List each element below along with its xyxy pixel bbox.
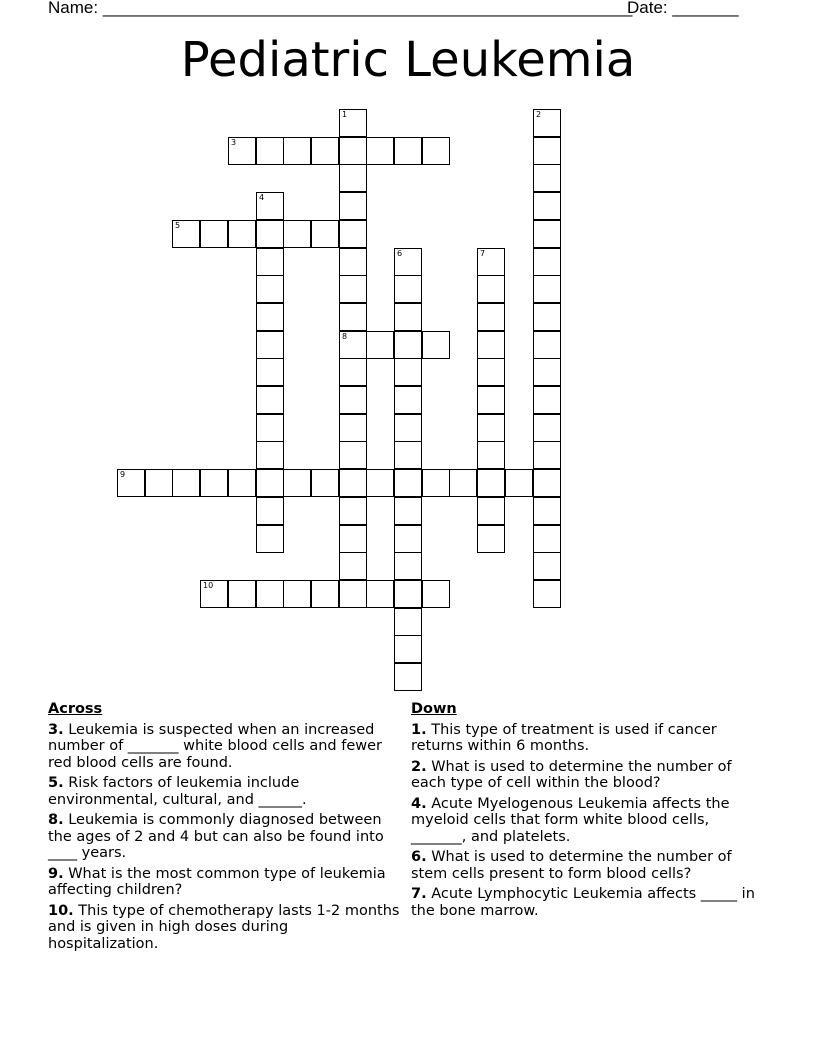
crossword-cell[interactable] <box>533 192 561 220</box>
crossword-cell[interactable] <box>256 469 284 497</box>
clue-item <box>48 722 403 772</box>
crossword-cell[interactable] <box>145 469 173 497</box>
crossword-cell[interactable] <box>533 552 561 580</box>
clue-text: What is the most common type of leukemia affecting children? <box>48 865 386 898</box>
clue-text: Leukemia is commonly diagnosed between the ages of 2 and 4 but can also be found into ____ years. <box>48 812 384 861</box>
crossword-cell[interactable] <box>533 469 561 497</box>
crossword-cell[interactable] <box>256 386 284 414</box>
clue-text: Leukemia is suspected when an increased number of _______ white blood cells and fewer red blood cells are found. <box>48 721 382 771</box>
crossword-cell[interactable] <box>339 441 367 469</box>
clue-number-label: 4 <box>259 193 265 202</box>
clue-number: 3. <box>48 721 64 738</box>
clue-item <box>48 903 403 953</box>
page-title: Pediatric Leukemia <box>180 32 636 88</box>
crossword-cell[interactable] <box>366 580 394 608</box>
crossword-cell[interactable] <box>339 164 367 192</box>
crossword-cell[interactable] <box>533 358 561 386</box>
date-blank[interactable]: _______ <box>672 0 739 17</box>
clue-number: 2. <box>411 758 427 775</box>
clue-text: This type of treatment is used if cancer returns within 6 months. <box>411 721 717 754</box>
crossword-cell[interactable] <box>477 414 505 442</box>
crossword-cell[interactable] <box>339 358 367 386</box>
crossword-cell[interactable] <box>256 275 284 303</box>
clue-number-label: 9 <box>120 470 126 479</box>
clue-number-label: 2 <box>536 110 542 119</box>
crossword-cell[interactable] <box>256 441 284 469</box>
crossword-cell[interactable] <box>533 386 561 414</box>
crossword-cell[interactable] <box>339 137 367 165</box>
clue-item <box>411 796 761 846</box>
crossword-cell[interactable] <box>394 552 422 580</box>
crossword-cell[interactable] <box>283 469 311 497</box>
down-clues <box>411 701 761 923</box>
crossword-cell[interactable] <box>366 331 394 359</box>
clue-text: What is used to determine the number of stem cells present to form blood cells? <box>411 849 732 882</box>
crossword-cell[interactable] <box>477 469 505 497</box>
crossword-cell[interactable] <box>394 497 422 525</box>
crossword-cell[interactable] <box>339 303 367 331</box>
crossword-cell[interactable] <box>394 608 422 636</box>
crossword-cell[interactable] <box>394 469 422 497</box>
name-label: Name: <box>48 0 99 17</box>
crossword-cell[interactable] <box>228 580 256 608</box>
crossword-cell[interactable] <box>256 248 284 276</box>
crossword-cell[interactable] <box>533 580 561 608</box>
clue-number-label: 10 <box>203 581 214 590</box>
clue-item <box>48 775 403 808</box>
crossword-cell[interactable] <box>117 469 145 497</box>
crossword-cell[interactable] <box>339 552 367 580</box>
crossword-cell[interactable] <box>477 386 505 414</box>
crossword-cell[interactable] <box>533 414 561 442</box>
crossword-cell[interactable] <box>422 469 450 497</box>
clue-number-label: 6 <box>397 249 403 258</box>
across-heading: Across <box>48 701 103 717</box>
clue-number: 4. <box>411 795 427 812</box>
crossword-cell[interactable] <box>422 580 450 608</box>
crossword-cell[interactable] <box>477 248 505 276</box>
crossword-cell[interactable] <box>533 275 561 303</box>
crossword-cell[interactable] <box>256 580 284 608</box>
crossword-cell[interactable] <box>394 663 422 691</box>
clue-number: 8. <box>48 812 64 828</box>
crossword-cell[interactable] <box>339 525 367 553</box>
crossword-cell[interactable] <box>256 303 284 331</box>
crossword-cell[interactable] <box>228 469 256 497</box>
crossword-cell[interactable] <box>533 137 561 165</box>
crossword-cell[interactable] <box>172 220 200 248</box>
crossword-cell[interactable] <box>283 220 311 248</box>
crossword-cell[interactable] <box>533 331 561 359</box>
crossword-cell[interactable] <box>339 386 367 414</box>
crossword-cell[interactable] <box>477 441 505 469</box>
crossword-cell[interactable] <box>477 303 505 331</box>
crossword-cell[interactable] <box>366 137 394 165</box>
clue-text: Risk factors of leukemia include environmental, cultural, and ______. <box>48 775 307 808</box>
crossword-cell[interactable] <box>394 525 422 553</box>
clue-number: 10. <box>48 902 74 919</box>
date-label: Date: <box>627 0 668 17</box>
clue-number: 7. <box>411 886 427 902</box>
crossword-cell[interactable] <box>339 275 367 303</box>
crossword-cell[interactable] <box>533 303 561 331</box>
crossword-cell[interactable] <box>228 137 256 165</box>
crossword-cell[interactable] <box>394 414 422 442</box>
crossword-cell[interactable] <box>394 635 422 663</box>
crossword-cell[interactable] <box>256 525 284 553</box>
clue-number-label: 8 <box>342 332 348 341</box>
crossword-cell[interactable] <box>339 248 367 276</box>
crossword-cell[interactable] <box>228 220 256 248</box>
clue-number-label: 3 <box>231 138 237 147</box>
clue-number: 5. <box>48 775 64 791</box>
crossword-cell[interactable] <box>533 220 561 248</box>
crossword-cell[interactable] <box>394 580 422 608</box>
crossword-cell[interactable] <box>477 275 505 303</box>
crossword-cell[interactable] <box>339 220 367 248</box>
crossword-cell[interactable] <box>200 580 228 608</box>
crossword-cell[interactable] <box>256 497 284 525</box>
clue-item <box>411 886 761 919</box>
crossword-cell[interactable] <box>533 164 561 192</box>
crossword-cell[interactable] <box>477 497 505 525</box>
crossword-cell[interactable] <box>533 109 561 137</box>
crossword-cell[interactable] <box>256 414 284 442</box>
crossword-cell[interactable] <box>339 497 367 525</box>
crossword-cell[interactable] <box>172 469 200 497</box>
crossword-cell[interactable] <box>533 525 561 553</box>
crossword-cell[interactable] <box>256 192 284 220</box>
crossword-cell[interactable] <box>311 469 339 497</box>
crossword-cell[interactable] <box>256 137 284 165</box>
clue-number-label: 1 <box>342 110 348 119</box>
crossword-cell[interactable] <box>422 137 450 165</box>
clue-item <box>411 759 761 792</box>
crossword-cell[interactable] <box>200 469 228 497</box>
crossword-cell[interactable] <box>339 331 367 359</box>
clue-text: This type of chemotherapy lasts 1-2 months and is given in high doses during hospitalization. <box>48 902 400 952</box>
crossword-cell[interactable] <box>533 441 561 469</box>
name-blank[interactable]: ________________________________________________________ <box>102 0 633 17</box>
crossword-cell[interactable] <box>256 358 284 386</box>
crossword-cell[interactable] <box>477 331 505 359</box>
crossword-cell[interactable] <box>422 331 450 359</box>
crossword-cell[interactable] <box>394 331 422 359</box>
clue-item <box>411 849 761 882</box>
crossword-cell[interactable] <box>256 220 284 248</box>
crossword-cell[interactable] <box>339 192 367 220</box>
crossword-cell[interactable] <box>449 469 477 497</box>
crossword-cell[interactable] <box>311 580 339 608</box>
clue-text: Acute Myelogenous Leukemia affects the myeloid cells that form white blood cells, _______, and platelets. <box>411 795 730 845</box>
crossword-cell[interactable] <box>394 137 422 165</box>
clue-text: Acute Lymphocytic Leukemia affects _____ in the bone marrow. <box>411 886 755 919</box>
crossword-cell[interactable] <box>394 248 422 276</box>
clue-item <box>411 722 761 755</box>
clue-number: 9. <box>48 865 64 882</box>
crossword-cell[interactable] <box>339 109 367 137</box>
crossword-cell[interactable] <box>311 220 339 248</box>
clue-number-label: 7 <box>480 249 486 258</box>
crossword-cell[interactable] <box>339 414 367 442</box>
clue-number: 1. <box>411 721 427 738</box>
crossword-cell[interactable] <box>533 248 561 276</box>
crossword-cell[interactable] <box>311 137 339 165</box>
clue-text: What is used to determine the number of each type of cell within the blood? <box>411 758 732 791</box>
crossword-cell[interactable] <box>283 580 311 608</box>
crossword-cell[interactable] <box>256 331 284 359</box>
crossword-cell[interactable] <box>394 303 422 331</box>
crossword-cell[interactable] <box>394 275 422 303</box>
clue-number-label: 5 <box>175 221 181 230</box>
across-clues <box>48 701 403 956</box>
crossword-cell[interactable] <box>477 358 505 386</box>
crossword-cell[interactable] <box>283 137 311 165</box>
crossword-cell[interactable] <box>339 580 367 608</box>
crossword-cell[interactable] <box>505 469 533 497</box>
crossword-cell[interactable] <box>533 497 561 525</box>
crossword-cell[interactable] <box>200 220 228 248</box>
down-heading: Down <box>411 701 457 717</box>
crossword-cell[interactable] <box>339 469 367 497</box>
crossword-cell[interactable] <box>394 441 422 469</box>
crossword-cell[interactable] <box>366 469 394 497</box>
crossword-cell[interactable] <box>394 358 422 386</box>
clue-number: 6. <box>411 849 427 865</box>
clue-item <box>48 812 403 862</box>
crossword-cell[interactable] <box>394 386 422 414</box>
crossword-cell[interactable] <box>477 525 505 553</box>
clue-item <box>48 866 403 899</box>
